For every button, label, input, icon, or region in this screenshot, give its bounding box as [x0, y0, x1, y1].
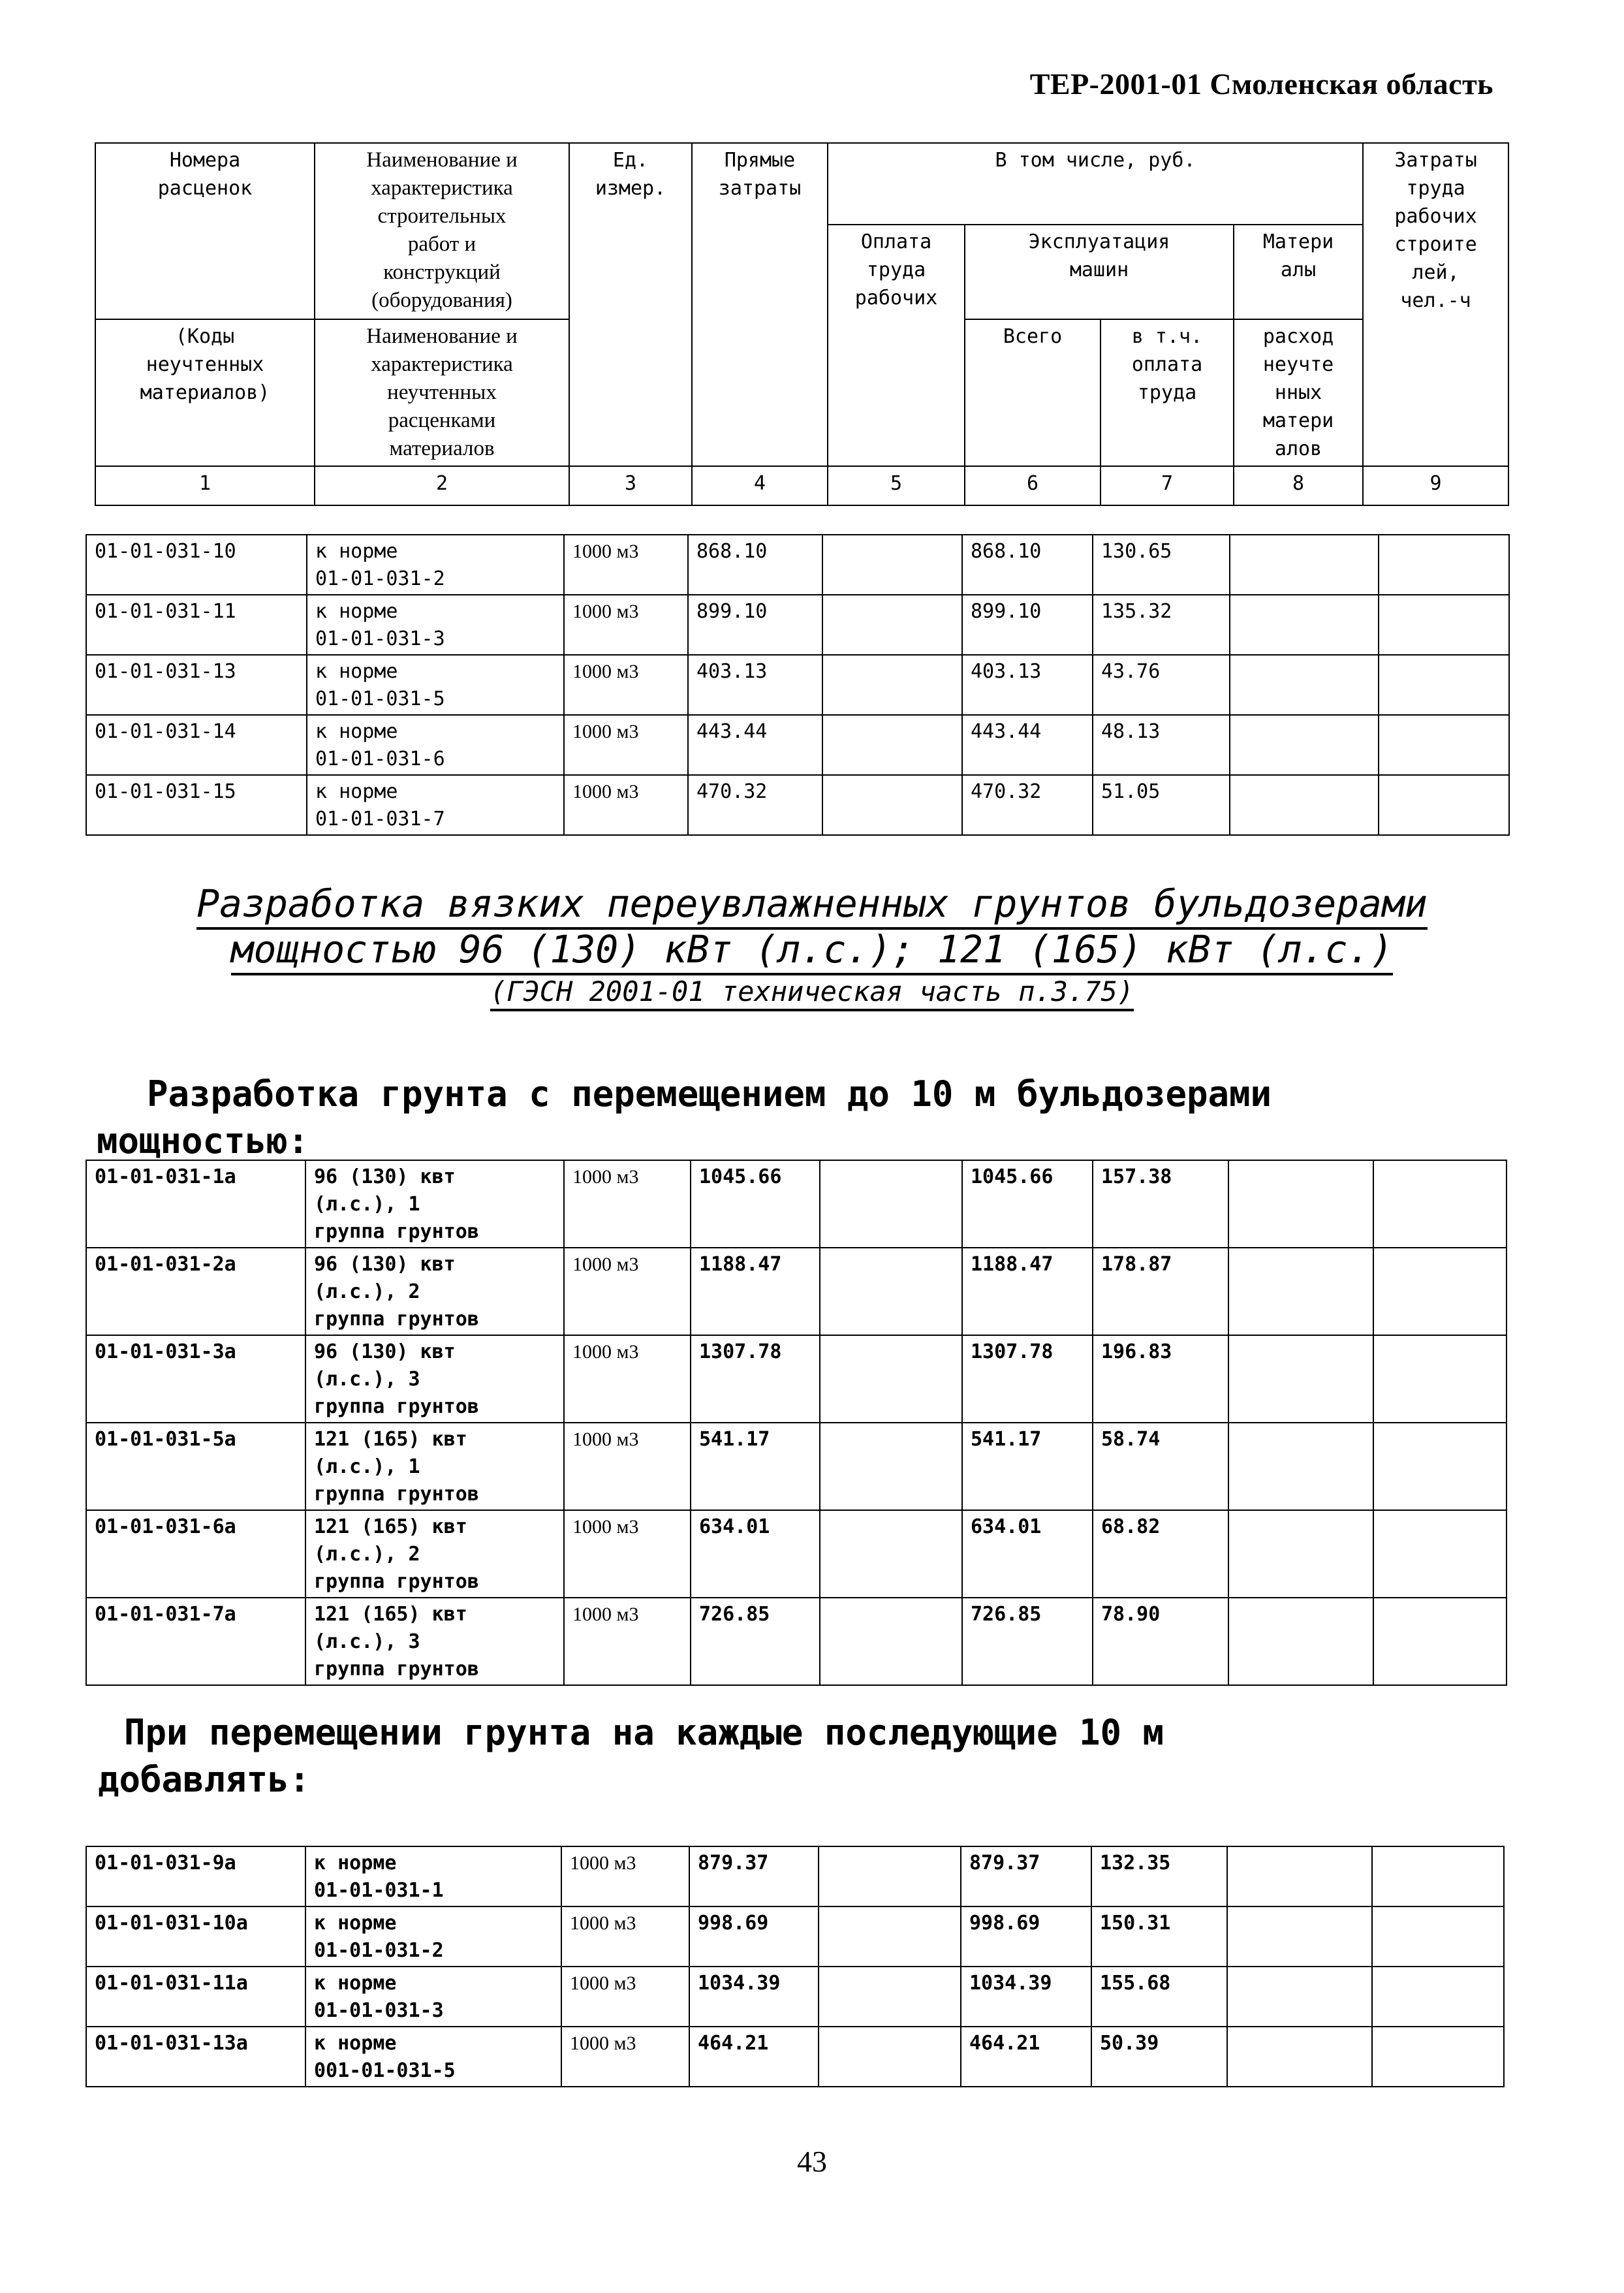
rate-code: 01-01-031-13а: [86, 2027, 305, 2087]
materials: [1228, 1248, 1373, 1335]
direct-costs: 1045.66: [691, 1160, 820, 1248]
table-row: [86, 715, 1509, 775]
table-row: [86, 775, 1509, 835]
machines-labor: 130.65: [1093, 535, 1230, 595]
machines-labor: 48.13: [1093, 715, 1230, 775]
rate-description: 96 (130) квт (л.с.), 1 группа грунтов: [305, 1160, 564, 1248]
rate-code: 01-01-031-15: [86, 775, 307, 835]
labor-pay: [822, 775, 962, 835]
unit-of-measure: 1000 м3: [561, 1906, 689, 1967]
rate-description: к норме 01-01-031-2: [305, 1906, 561, 1967]
table-row: [86, 1423, 1507, 1510]
labor-hours: [1373, 1510, 1507, 1598]
unit-of-measure: 1000 м3: [564, 1510, 691, 1598]
rate-description: 121 (165) квт (л.с.), 2 группа грунтов: [305, 1510, 564, 1598]
labor-hours: [1372, 1906, 1504, 1967]
machines-total: 403.13: [962, 655, 1093, 715]
table-row: [86, 595, 1509, 655]
rate-code: 01-01-031-5а: [86, 1423, 305, 1510]
machines-total: 443.44: [962, 715, 1093, 775]
direct-costs: 879.37: [689, 1846, 819, 1906]
machines-labor: 135.32: [1093, 595, 1230, 655]
rate-code: 01-01-031-3а: [86, 1335, 305, 1423]
materials: [1230, 715, 1379, 775]
direct-costs: 470.32: [688, 775, 822, 835]
table-row: [86, 535, 1509, 595]
unit-of-measure: 1000 м3: [564, 1423, 691, 1510]
table-row: [86, 1248, 1507, 1335]
rate-code: 01-01-031-10: [86, 535, 307, 595]
materials: [1227, 1846, 1372, 1906]
direct-costs: 899.10: [688, 595, 822, 655]
labor-pay: [819, 1967, 961, 2027]
materials: [1227, 1967, 1372, 2027]
machines-total: 1045.66: [962, 1160, 1093, 1248]
labor-hours: [1373, 1423, 1507, 1510]
header-unaccounted-codes: (Коды неучтенных материалов): [95, 319, 315, 466]
machines-total: 541.17: [962, 1423, 1093, 1510]
direct-costs: 443.44: [688, 715, 822, 775]
machines-labor: 157.38: [1093, 1160, 1228, 1248]
labor-pay: [820, 1160, 962, 1248]
labor-hours: [1379, 655, 1509, 715]
materials: [1228, 1598, 1373, 1685]
table-row: [86, 1510, 1507, 1598]
unit-of-measure: 1000 м3: [564, 1160, 691, 1248]
machines-total: 998.69: [961, 1906, 1091, 1967]
labor-pay: [822, 595, 962, 655]
rate-code: 01-01-031-14: [86, 715, 307, 775]
machines-total: 1307.78: [962, 1335, 1093, 1423]
header-codes: Номера расценок: [95, 143, 315, 319]
unit-of-measure: 1000 м3: [564, 535, 688, 595]
materials: [1228, 1510, 1373, 1598]
direct-costs: 998.69: [689, 1906, 819, 1967]
machines-labor: 150.31: [1091, 1906, 1227, 1967]
rate-description: к норме 01-01-031-7: [307, 775, 564, 835]
materials: [1228, 1423, 1373, 1510]
rates-table-3: [86, 1846, 1505, 2087]
header-machines-labor: в т.ч. оплата труда: [1101, 319, 1234, 466]
section-title-line-1: Разработка вязких переувлажненных грунтов бульдозерами: [0, 881, 1624, 930]
subsection-heading-1: Разработка грунта с перемещением до 10 м бульдозерами: [147, 1073, 1272, 1115]
subsection-heading-2: При перемещении грунта на каждые последующие 10 м: [124, 1712, 1164, 1753]
header-including: В том числе, руб.: [828, 143, 1363, 225]
machines-labor: 155.68: [1091, 1967, 1227, 2027]
rate-description: к норме 01-01-031-2: [307, 535, 564, 595]
table-row: [86, 1967, 1504, 2027]
table-row: [86, 1846, 1504, 1906]
table-row: [86, 1598, 1507, 1685]
unit-of-measure: 1000 м3: [561, 1967, 689, 2027]
labor-hours: [1379, 535, 1509, 595]
labor-hours: [1372, 2027, 1504, 2087]
machines-total: 726.85: [962, 1598, 1093, 1685]
direct-costs: 541.17: [691, 1423, 820, 1510]
labor-pay: [822, 715, 962, 775]
subsection-heading-2-cont: добавлять:: [98, 1759, 311, 1800]
labor-hours: [1373, 1335, 1507, 1423]
col-number: 4: [692, 466, 828, 505]
machines-labor: 68.82: [1093, 1510, 1228, 1598]
materials: [1228, 1335, 1373, 1423]
rate-description: к норме 01-01-031-3: [307, 595, 564, 655]
page-number: 43: [797, 2145, 827, 2178]
col-number: 6: [965, 466, 1101, 505]
machines-total: 879.37: [961, 1846, 1091, 1906]
machines-labor: 43.76: [1093, 655, 1230, 715]
column-header-table: [95, 142, 1509, 506]
labor-pay: [820, 1510, 962, 1598]
direct-costs: 1307.78: [691, 1335, 820, 1423]
machines-total: 470.32: [962, 775, 1093, 835]
table-row: [86, 2027, 1504, 2087]
rate-code: 01-01-031-6а: [86, 1510, 305, 1598]
materials: [1230, 595, 1379, 655]
machines-labor: 132.35: [1091, 1846, 1227, 1906]
direct-costs: 403.13: [688, 655, 822, 715]
unit-of-measure: 1000 м3: [561, 2027, 689, 2087]
direct-costs: 726.85: [691, 1598, 820, 1685]
header-direct-costs: Прямые затраты: [692, 143, 828, 466]
materials: [1230, 535, 1379, 595]
header-machines: Эксплуатация машин: [965, 225, 1234, 319]
labor-hours: [1379, 715, 1509, 775]
rate-description: 121 (165) квт (л.с.), 1 группа грунтов: [305, 1423, 564, 1510]
rate-description: к норме 01-01-031-6: [307, 715, 564, 775]
rate-description: 96 (130) квт (л.с.), 2 группа грунтов: [305, 1248, 564, 1335]
col-number: 8: [1234, 466, 1363, 505]
machines-total: 868.10: [962, 535, 1093, 595]
machines-labor: 51.05: [1093, 775, 1230, 835]
materials: [1227, 1906, 1372, 1967]
labor-hours: [1372, 1967, 1504, 2027]
table-row: [86, 1160, 1507, 1248]
unit-of-measure: 1000 м3: [564, 715, 688, 775]
table-row: [86, 655, 1509, 715]
labor-pay: [820, 1335, 962, 1423]
labor-pay: [820, 1248, 962, 1335]
unit-of-measure: 1000 м3: [564, 1598, 691, 1685]
machines-labor: 78.90: [1093, 1598, 1228, 1685]
table-row: [86, 1335, 1507, 1423]
rates-table-2: [86, 1160, 1507, 1686]
col-number: 9: [1363, 466, 1508, 505]
col-number: 5: [828, 466, 965, 505]
machines-labor: 196.83: [1093, 1335, 1228, 1423]
header-machines-total: Всего: [965, 319, 1101, 466]
machines-total: 899.10: [962, 595, 1093, 655]
labor-pay: [820, 1598, 962, 1685]
rate-code: 01-01-031-11а: [86, 1967, 305, 2027]
rates-table-1: [86, 534, 1510, 836]
header-labor-costs: Затраты труда рабочих строите лей, чел.-ч: [1363, 143, 1508, 466]
rate-description: к норме 01-01-031-5: [307, 655, 564, 715]
section-title-reference: (ГЭСН 2001-01 техническая часть п.3.75): [0, 975, 1624, 1011]
header-materials: Матери алы: [1234, 225, 1363, 319]
col-number: 7: [1101, 466, 1234, 505]
materials: [1230, 775, 1379, 835]
rate-description: к норме 01-01-031-3: [305, 1967, 561, 2027]
labor-pay: [822, 535, 962, 595]
labor-pay: [820, 1423, 962, 1510]
table-row: [86, 1906, 1504, 1967]
header-unit: Ед. измер.: [569, 143, 692, 466]
col-number: 1: [95, 466, 315, 505]
rate-description: к норме 001-01-031-5: [305, 2027, 561, 2087]
machines-total: 1034.39: [961, 1967, 1091, 2027]
machines-total: 1188.47: [962, 1248, 1093, 1335]
unit-of-measure: 1000 м3: [564, 595, 688, 655]
rate-code: 01-01-031-10а: [86, 1906, 305, 1967]
materials: [1228, 1160, 1373, 1248]
rate-description: к норме 01-01-031-1: [305, 1846, 561, 1906]
rate-code: 01-01-031-9а: [86, 1846, 305, 1906]
rate-code: 01-01-031-1а: [86, 1160, 305, 1248]
labor-hours: [1373, 1248, 1507, 1335]
rate-code: 01-01-031-11: [86, 595, 307, 655]
machines-total: 634.01: [962, 1510, 1093, 1598]
labor-pay: [819, 1906, 961, 1967]
header-unaccounted-materials: расход неучте нных матери алов: [1234, 319, 1363, 466]
labor-hours: [1379, 595, 1509, 655]
labor-hours: [1379, 775, 1509, 835]
rate-code: 01-01-031-13: [86, 655, 307, 715]
unit-of-measure: 1000 м3: [564, 775, 688, 835]
page-header: ТЕР-2001-01 Смоленская область: [1029, 67, 1493, 101]
col-number: 3: [569, 466, 692, 505]
materials: [1230, 655, 1379, 715]
machines-total: 464.21: [961, 2027, 1091, 2087]
rate-code: 01-01-031-7а: [86, 1598, 305, 1685]
subsection-heading-1-cont: мощностью:: [97, 1120, 309, 1162]
labor-pay: [822, 655, 962, 715]
labor-hours: [1373, 1598, 1507, 1685]
direct-costs: 868.10: [688, 535, 822, 595]
header-labor-pay: Оплата труда рабочих: [828, 225, 965, 466]
header-name: Наименование и характеристика строительных работ и конструкций (оборудования): [315, 143, 569, 319]
machines-labor: 50.39: [1091, 2027, 1227, 2087]
unit-of-measure: 1000 м3: [564, 655, 688, 715]
labor-hours: [1372, 1846, 1504, 1906]
direct-costs: 1034.39: [689, 1967, 819, 2027]
direct-costs: 634.01: [691, 1510, 820, 1598]
col-number: 2: [315, 466, 569, 505]
rate-code: 01-01-031-2а: [86, 1248, 305, 1335]
rate-description: 121 (165) квт (л.с.), 3 группа грунтов: [305, 1598, 564, 1685]
header-unaccounted-name: Наименование и характеристика неучтенных расценками материалов: [315, 319, 569, 466]
unit-of-measure: 1000 м3: [564, 1335, 691, 1423]
rate-description: 96 (130) квт (л.с.), 3 группа грунтов: [305, 1335, 564, 1423]
labor-hours: [1373, 1160, 1507, 1248]
direct-costs: 464.21: [689, 2027, 819, 2087]
machines-labor: 58.74: [1093, 1423, 1228, 1510]
direct-costs: 1188.47: [691, 1248, 820, 1335]
materials: [1227, 2027, 1372, 2087]
labor-pay: [819, 1846, 961, 1906]
unit-of-measure: 1000 м3: [561, 1846, 689, 1906]
machines-labor: 178.87: [1093, 1248, 1228, 1335]
labor-pay: [819, 2027, 961, 2087]
section-title-line-2: мощностью 96 (130) кВт (л.с.); 121 (165) кВт (л.с.): [0, 927, 1624, 975]
unit-of-measure: 1000 м3: [564, 1248, 691, 1335]
